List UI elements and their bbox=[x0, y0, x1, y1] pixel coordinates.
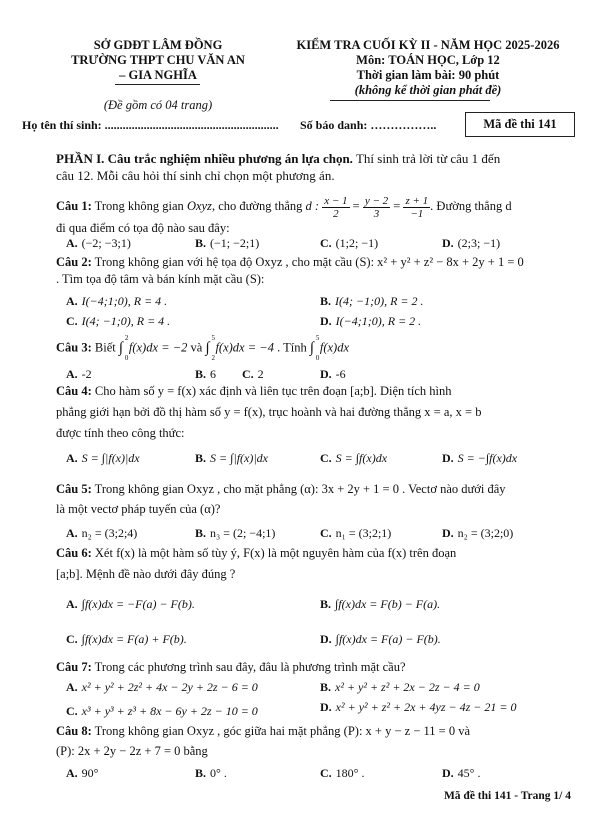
q1-text: Trong không gian bbox=[91, 199, 187, 213]
q5-option-d[interactable]: D. n₂ = (3;2;0) bbox=[442, 526, 514, 540]
header-underline-left bbox=[115, 84, 200, 85]
q4-label: Câu 4: bbox=[56, 384, 92, 398]
q3-text-2: và bbox=[187, 340, 206, 355]
q3-option-b[interactable]: B. 6 bbox=[195, 367, 217, 381]
q8-option-b[interactable]: B. 0° . bbox=[195, 766, 227, 780]
q2-label: Câu 2: bbox=[56, 255, 92, 269]
question-1: Câu 1: Trong không gian Oxyz, cho đường thẳng d : $\frac{x - 1}{2}$ = $\frac{y - 2}{3}$ = $\frac{z + 1}{-1}$ . Đường thẳng d bbox=[56, 194, 512, 220]
q7-option-c[interactable]: C. x³ + y³ + z³ + 8x − 6y + 2z − 10 = 0 bbox=[66, 704, 258, 718]
page-footer: Mã đề thi 141 - Trang 1/ 4 bbox=[443, 790, 571, 802]
q5-label: Câu 5: bbox=[56, 482, 92, 496]
header-underline-right bbox=[330, 100, 490, 101]
q8-label: Câu 8: bbox=[56, 724, 92, 738]
exam-title: KIỂM TRA CUỐI KỲ II - NĂM HỌC 2025-2026 bbox=[296, 38, 560, 52]
q3-label: Câu 3: bbox=[56, 340, 92, 355]
q6-option-d[interactable]: D. ∫f(x)dx = F(a) − F(b). bbox=[320, 632, 441, 646]
q3-option-d[interactable]: D. -6 bbox=[320, 367, 346, 381]
q8-text: Trong không gian Oxyz , góc giữa hai mặt phẳng (P): x + y − z − 11 = 0 và bbox=[91, 724, 470, 738]
q5-line2: là một vectơ pháp tuyến của (α)? bbox=[56, 502, 221, 516]
q3-integral-2: f(x)dx = −4 bbox=[215, 340, 274, 355]
q2-text: Trong không gian với hệ tọa độ Oxyz , cho mặt cầu (S): x² + y² + z² − 8x + 2y + 1 = 0 bbox=[91, 255, 524, 269]
q3-text: Biết bbox=[91, 340, 119, 355]
q1-fraction-x: $\frac{x - 1}{2}$ bbox=[324, 194, 348, 220]
student-id-field: Số báo danh: …………….. bbox=[300, 118, 437, 132]
question-2 bbox=[56, 255, 524, 270]
q6-option-a[interactable]: A. ∫f(x)dx = −F(a) − F(b). bbox=[66, 597, 195, 611]
q2-option-a[interactable]: A. I(−4;1;0), R = 4 . bbox=[66, 294, 168, 308]
q5-option-a[interactable]: A. n₂ = (3;2;4) bbox=[66, 526, 138, 540]
q1-fraction-z: $\frac{z + 1}{-1}$ bbox=[405, 194, 429, 220]
q3-integral-1: f(x)dx = −2 bbox=[128, 340, 188, 355]
q7-option-a[interactable]: A. x² + y² + 2z² + 4x − 2y + 2z − 6 = 0 bbox=[66, 680, 258, 694]
exam-code-box: Mã đề thi 141 bbox=[465, 112, 575, 137]
q3-option-a[interactable]: A. -2 bbox=[66, 367, 92, 381]
q6-option-c[interactable]: C. ∫f(x)dx = F(a) + F(b). bbox=[66, 632, 187, 646]
q7-text: Trong các phương trình sau đây, đâu là phương trình mặt cầu? bbox=[91, 660, 406, 674]
q4-line2: phẳng giới hạn bởi đồ thị hàm số y = f(x), trục hoành và hai đường thẳng x = a, x = b bbox=[56, 405, 482, 419]
integral-symbol: ∫ 2 0 bbox=[118, 334, 129, 362]
question-8 bbox=[56, 724, 470, 739]
question-3 bbox=[56, 334, 350, 362]
q7-label: Câu 7: bbox=[56, 660, 92, 674]
q6-text: Xét f(x) là một hàm số tùy ý, F(x) là một nguyên hàm của f(x) trên đoạn bbox=[91, 546, 457, 560]
q8-line2: (P): 2x + 2y − 2z + 7 = 0 bằng bbox=[56, 744, 208, 758]
q3-integral-3: f(x)dx bbox=[319, 340, 350, 355]
duration: Thời gian làm bài: 90 phút bbox=[356, 68, 500, 82]
q6-option-b[interactable]: B. ∫f(x)dx = F(b) − F(a). bbox=[320, 597, 441, 611]
school-location: – GIA NGHĨA bbox=[119, 68, 197, 82]
q4-option-c[interactable]: C. S = ∫f(x)dx bbox=[320, 451, 388, 465]
q5-text: Trong không gian Oxyz , cho mặt phẳng (α): 3x + 2y + 1 = 0 . Vectơ nào dưới đây bbox=[91, 482, 506, 496]
integral-symbol: ∫ 5 2 bbox=[205, 334, 215, 362]
q2-option-b[interactable]: B. I(4; −1;0), R = 2 . bbox=[320, 294, 424, 308]
question-5 bbox=[56, 482, 506, 497]
integral-symbol: ∫ 5 0 bbox=[309, 334, 320, 362]
q4-text: Cho hàm số y = f(x) xác định và liên tục trên đoạn [a;b]. Diện tích hình bbox=[91, 384, 452, 398]
q2-line2: . Tìm tọa độ tâm và bán kính mặt cầu (S): bbox=[56, 272, 265, 286]
subject: Môn: TOÁN HỌC, Lớp 12 bbox=[356, 53, 500, 67]
q5-option-c[interactable]: C. n₁ = (3;2;1) bbox=[320, 526, 392, 540]
q3-option-c[interactable]: C. 2 bbox=[242, 367, 264, 381]
q2-option-c[interactable]: C. I(4; −1;0), R = 4 . bbox=[66, 314, 171, 328]
q3-text-3: . Tính bbox=[273, 340, 310, 355]
school-name: TRƯỜNG THPT CHU VĂN AN bbox=[71, 53, 245, 67]
q8-option-d[interactable]: D. 45° . bbox=[442, 766, 481, 780]
q1-text-c: , cho đường thẳng bbox=[211, 199, 306, 213]
student-name-field: Họ tên thí sinh: .......................................................... bbox=[22, 118, 279, 132]
q8-option-c[interactable]: C. 180° . bbox=[320, 766, 365, 780]
section-intro bbox=[56, 150, 500, 167]
q1-option-b[interactable]: B. (−1; −2;1) bbox=[195, 236, 260, 250]
page-count-note: (Đề gồm có 04 trang) bbox=[103, 98, 213, 112]
q7-option-d[interactable]: D. x² + y² + z² + 2x + 4yz − 4z − 21 = 0 bbox=[320, 700, 517, 714]
section-intro-text: Thí sinh trả lời từ câu 1 đến bbox=[352, 151, 501, 166]
q1-line2: đi qua điểm có tọa độ nào sau đây: bbox=[56, 221, 230, 235]
q4-option-d[interactable]: D. S = −∫f(x)dx bbox=[442, 451, 518, 465]
question-7 bbox=[56, 660, 406, 675]
section-intro-line2: câu 12. Mỗi câu hỏi thí sinh chỉ chọn một phương án. bbox=[56, 168, 335, 183]
q1-fraction-y: $\frac{y - 2}{3}$ bbox=[364, 194, 389, 220]
question-4 bbox=[56, 384, 452, 399]
q4-option-b[interactable]: B. S = ∫|f(x)|dx bbox=[195, 451, 268, 465]
department-name: SỞ GDĐT LÂM ĐỒNG bbox=[93, 38, 223, 52]
q5-option-b[interactable]: B. n₃ = (2; −4;1) bbox=[195, 526, 276, 540]
q1-space: Oxyz bbox=[186, 199, 212, 213]
q1-option-a[interactable]: A. (−2; −3;1) bbox=[66, 236, 131, 250]
q6-label: Câu 6: bbox=[56, 546, 92, 560]
q1-text-d: . Đường thẳng d bbox=[430, 199, 512, 213]
q4-option-a[interactable]: A. S = ∫|f(x)|dx bbox=[66, 451, 140, 465]
q1-line-d: d : bbox=[305, 199, 320, 213]
q1-label: Câu 1: bbox=[56, 199, 92, 213]
q4-line3: được tính theo công thức: bbox=[56, 426, 185, 440]
q7-option-b[interactable]: B. x² + y² + z² + 2x − 2z − 4 = 0 bbox=[320, 680, 480, 694]
q1-option-c[interactable]: C. (1;2; −1) bbox=[320, 236, 379, 250]
question-6 bbox=[56, 546, 456, 561]
q6-line2: [a;b]. Mệnh đề nào dưới đây đúng ? bbox=[56, 567, 236, 581]
q1-option-d[interactable]: D. (2;3; −1) bbox=[442, 236, 501, 250]
section-title: PHẦN I. Câu trắc nghiệm nhiều phương án lựa chọn. bbox=[56, 151, 353, 166]
duration-note: (không kể thời gian phát đề) bbox=[354, 83, 502, 97]
q2-option-d[interactable]: D. I(−4;1;0), R = 2 . bbox=[320, 314, 422, 328]
q8-option-a[interactable]: A. 90° bbox=[66, 766, 99, 780]
